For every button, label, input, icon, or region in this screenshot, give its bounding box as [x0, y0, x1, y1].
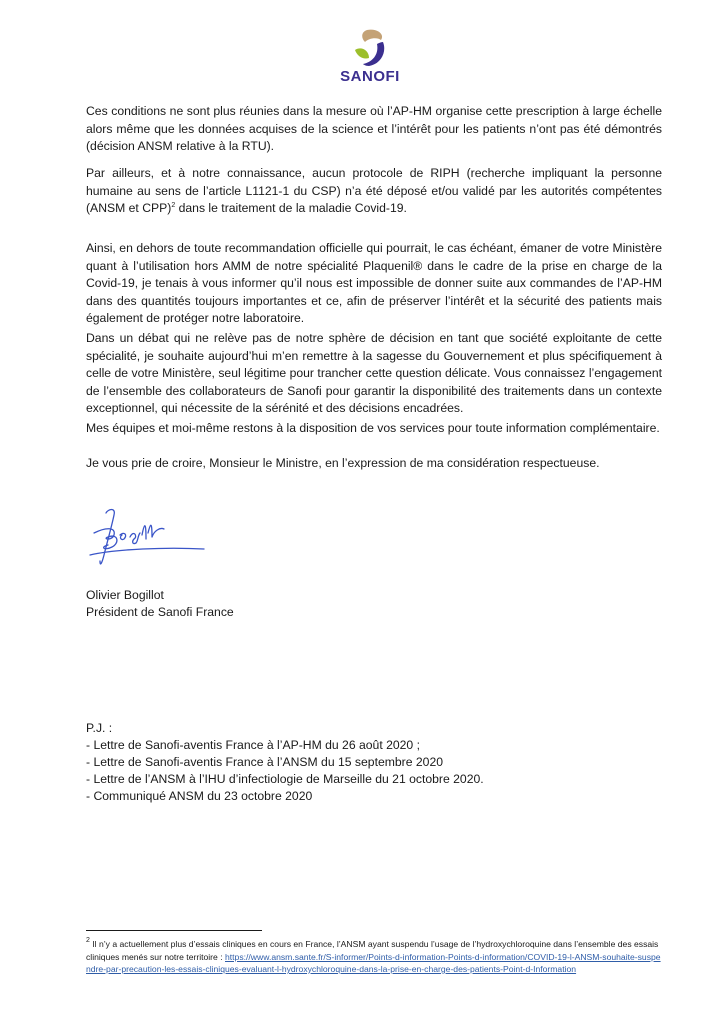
footnote-divider: [86, 930, 262, 931]
footnote: [86, 938, 662, 976]
paragraph-closing: Je vous prie de croire, Monsieur le Ministre, en l’expression de ma considération respectueuse.: [86, 456, 600, 470]
attachments-list: [86, 720, 484, 805]
footnote-number: 2: [86, 937, 90, 944]
paragraph-riph: [86, 165, 662, 218]
attachments-heading: P.J. :: [86, 721, 113, 735]
attachment-item: - Lettre de Sanofi-aventis France à l’ANSM du 15 septembre 2020: [86, 755, 444, 769]
paragraph-riph-text: Par ailleurs, et à notre connaissance, aucun protocole de RIPH (recherche impliquant la personne humaine au sens de l’article L1121-1 du CSP) n’a été déposé et/ou validé par les autorités compétentes (ANSM et CPP): [86, 166, 662, 215]
sanofi-logo: [340, 28, 400, 90]
signer-title: Président de Sanofi France: [86, 605, 234, 619]
signer-name: Olivier Bogillot: [86, 588, 164, 602]
sanofi-wordmark: SANOFI: [340, 68, 400, 85]
footnote-link[interactable]: https://www.ansm.sante.fr/S-informer/Points-d-information-Points-d-information/COVID-19-l-ANSM-souhaite-suspendre-par-precaution-les-essais-cliniques-evaluant-l-hydroxychloroquine-dans-la-prise-en-charge-des-patients-Point-d-Information: [86, 951, 661, 974]
paragraph-conditions: Ces conditions ne sont plus réunies dans la mesure où l’AP-HM organise cette prescription à large échelle alors même que les données acquises de la science et l’intérêt pour les patients n’ont pas été démontrés (décision ANSM relative à la RTU).: [86, 104, 662, 153]
sanofi-logo-icon: [353, 28, 387, 68]
paragraph-riph-tail: dans le traitement de la maladie Covid-19.: [175, 201, 407, 215]
handwritten-signature-icon: [86, 505, 216, 575]
paragraph-plaquenil: Ainsi, en dehors de toute recommandation officielle qui pourrait, le cas échéant, émaner de votre Ministère quant à l’utilisation hors AMM de notre spécialité Plaquenil® dans le cadre de la prise en charge de la Covid-19, je tenais à vous informer qu’il nous est impossible de donner suite aux commandes de l’AP-HM dans des quantités toujours importantes et ce, afin de préserver l’intérêt et la sécurité des patients mais également de protéger notre laboratoire.: [86, 241, 662, 325]
attachment-item: - Lettre de l’ANSM à l’IHU d’infectiologie de Marseille du 21 octobre 2020.: [86, 772, 484, 786]
attachment-item: - Communiqué ANSM du 23 octobre 2020: [86, 789, 313, 803]
signer-block: [86, 587, 234, 621]
footnote-text: Il n’y a actuellement plus d’essais cliniques en cours en France, l’ANSM ayant suspendu l’usage de l’hydroxychloroquine dans l’ensemble des essais cliniques menés sur notre territoire :: [86, 939, 659, 962]
footnote-ref[interactable]: 2: [171, 202, 176, 209]
paragraph-disposition: Mes équipes et moi-même restons à la disposition de vos services pour toute information complémentaire.: [86, 421, 660, 435]
attachment-item: - Lettre de Sanofi-aventis France à l’AP-HM du 26 août 2020 ;: [86, 738, 420, 752]
paragraph-debat: Dans un débat qui ne relève pas de notre sphère de décision en tant que société exploitante de cette spécialité, je souhaite aujourd’hui m’en remettre à la sagesse du Gouvernement et plus spécifiquement à celle de votre Ministère, seul légitime pour trancher cette question délicate. Vous connaissez l’engagement de l’ensemble des collaborateurs de Sanofi pour garantir la disponibilité des traitements dans un contexte exceptionnel, qui nécessite de la sérénité et des décisions encadrées.: [86, 331, 662, 415]
